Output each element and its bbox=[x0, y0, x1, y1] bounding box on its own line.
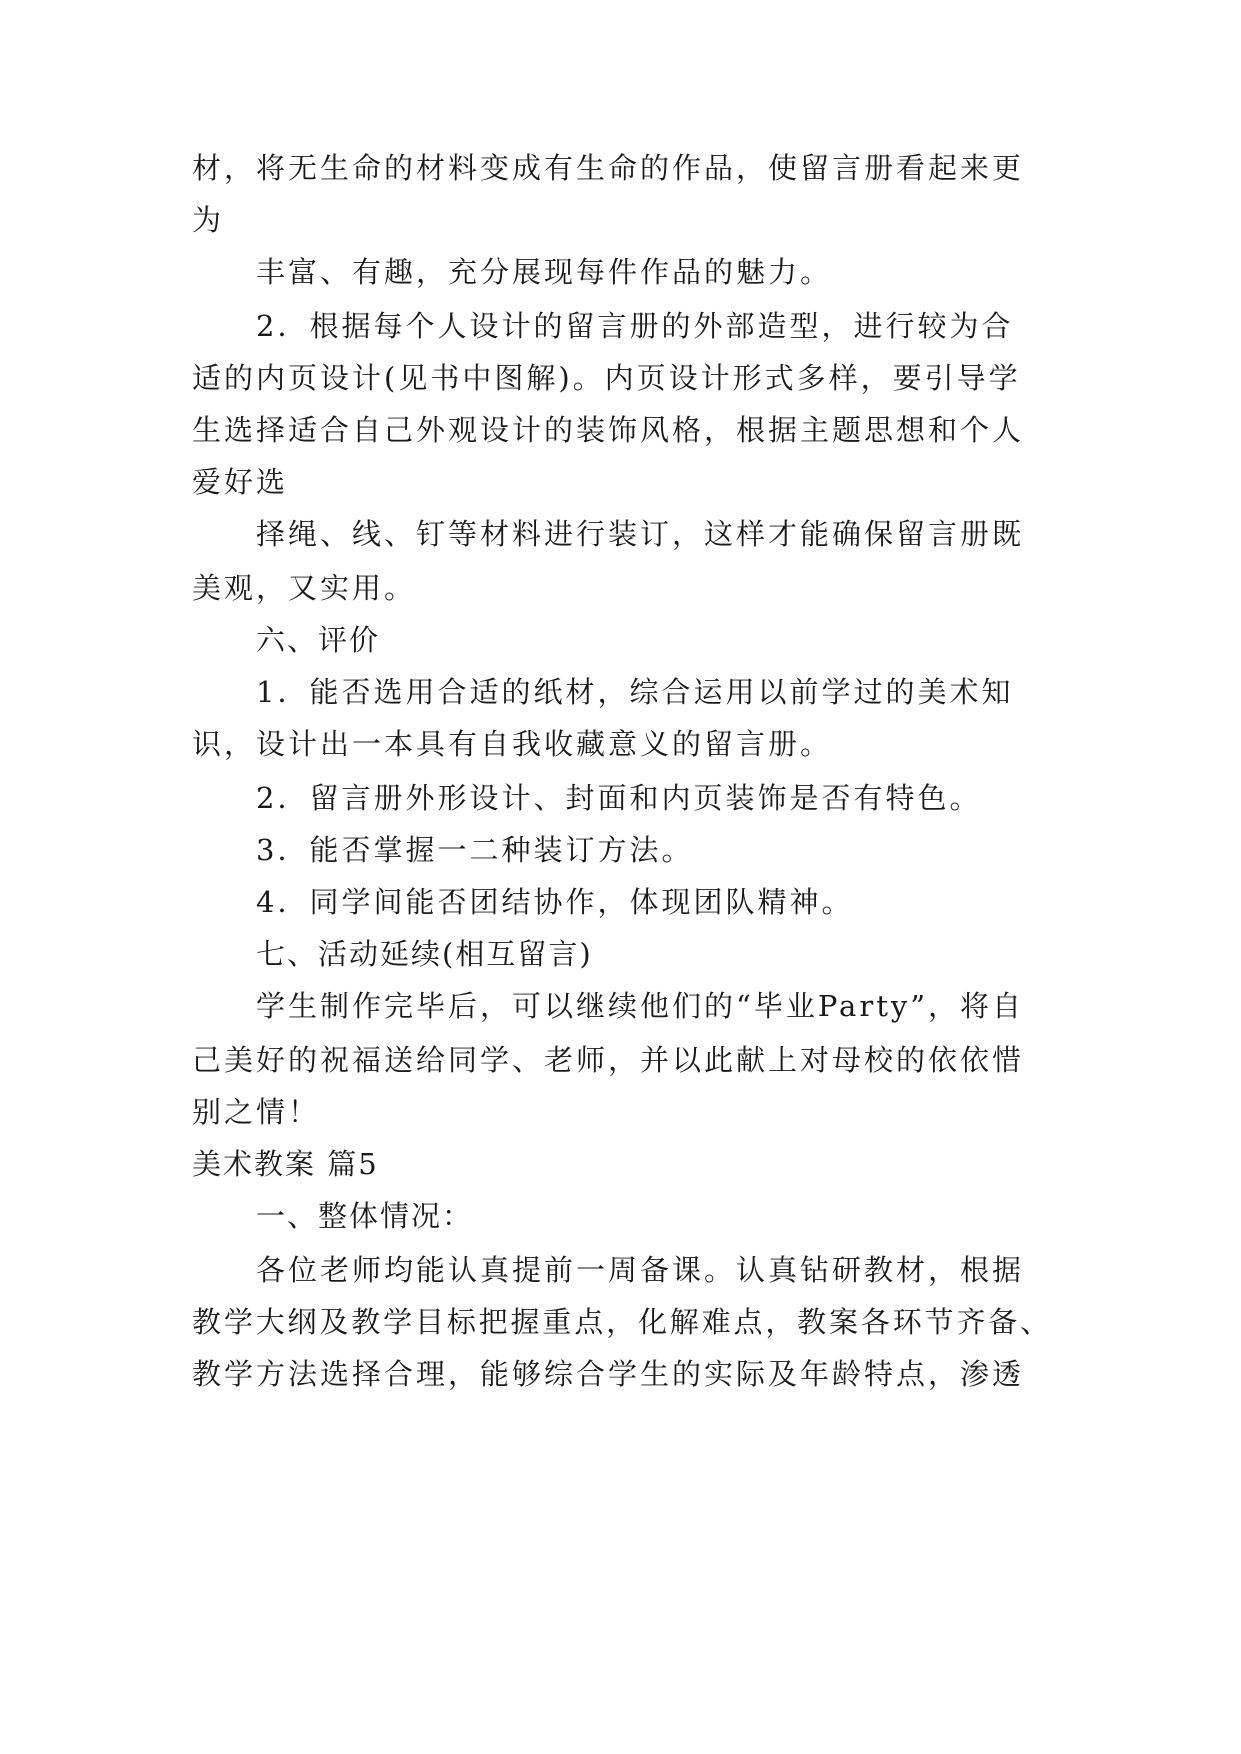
text-line: 生选择适合自己外观设计的装饰风格，根据主题思想和个人 bbox=[192, 413, 1025, 447]
section-heading: 六、评价 bbox=[256, 623, 381, 657]
document-page bbox=[192, 0, 1052, 1754]
text-line: 材，将无生命的材料变成有生命的作品，使留言册看起来更 bbox=[192, 151, 1025, 185]
text-line: 学生制作完毕后，可以继续他们的“毕业Party”，将自 bbox=[256, 989, 1025, 1023]
section-heading: 七、活动延续(相互留言) bbox=[256, 937, 593, 971]
text-line: 择绳、线、钉等材料进行装订，这样才能确保留言册既 bbox=[256, 517, 1025, 551]
section-heading: 一、整体情况： bbox=[256, 1199, 474, 1233]
text-line: 各位老师均能认真提前一周备课。认真钻研教材，根据 bbox=[256, 1253, 1025, 1287]
text-line: 1．能否选用合适的纸材，综合运用以前学过的美术知 bbox=[256, 675, 1014, 709]
text-line: 适的内页设计(见书中图解)。内页设计形式多样，要引导学 bbox=[192, 361, 1021, 395]
article-title: 美术教案 篇5 bbox=[192, 1147, 379, 1181]
text-line: 4．同学间能否团结协作，体现团队精神。 bbox=[256, 885, 854, 919]
text-line: 爱好选 bbox=[192, 465, 289, 499]
text-line: 识，设计出一本具有自我收藏意义的留言册。 bbox=[192, 727, 833, 761]
text-line: 别之情！ bbox=[192, 1095, 321, 1129]
text-line: 己美好的祝福送给同学、老师，并以此献上对母校的依依惜 bbox=[192, 1043, 1025, 1077]
text-line: 美观，又实用。 bbox=[192, 571, 417, 605]
text-line: 2．根据每个人设计的留言册的外部造型，进行较为合 bbox=[256, 309, 1014, 343]
text-line: 丰富、有趣，充分展现每件作品的魅力。 bbox=[256, 255, 833, 289]
text-line: 2．留言册外形设计、封面和内页装饰是否有特色。 bbox=[256, 781, 982, 815]
text-line: 教学大纲及教学目标把握重点，化解难点，教案各环节齐备、 bbox=[192, 1305, 1053, 1339]
text-line: 为 bbox=[192, 203, 225, 237]
text-line: 教学方法选择合理，能够综合学生的实际及年龄特点，渗透 bbox=[192, 1357, 1025, 1391]
text-line: 3．能否掌握一二种装订方法。 bbox=[256, 833, 694, 867]
